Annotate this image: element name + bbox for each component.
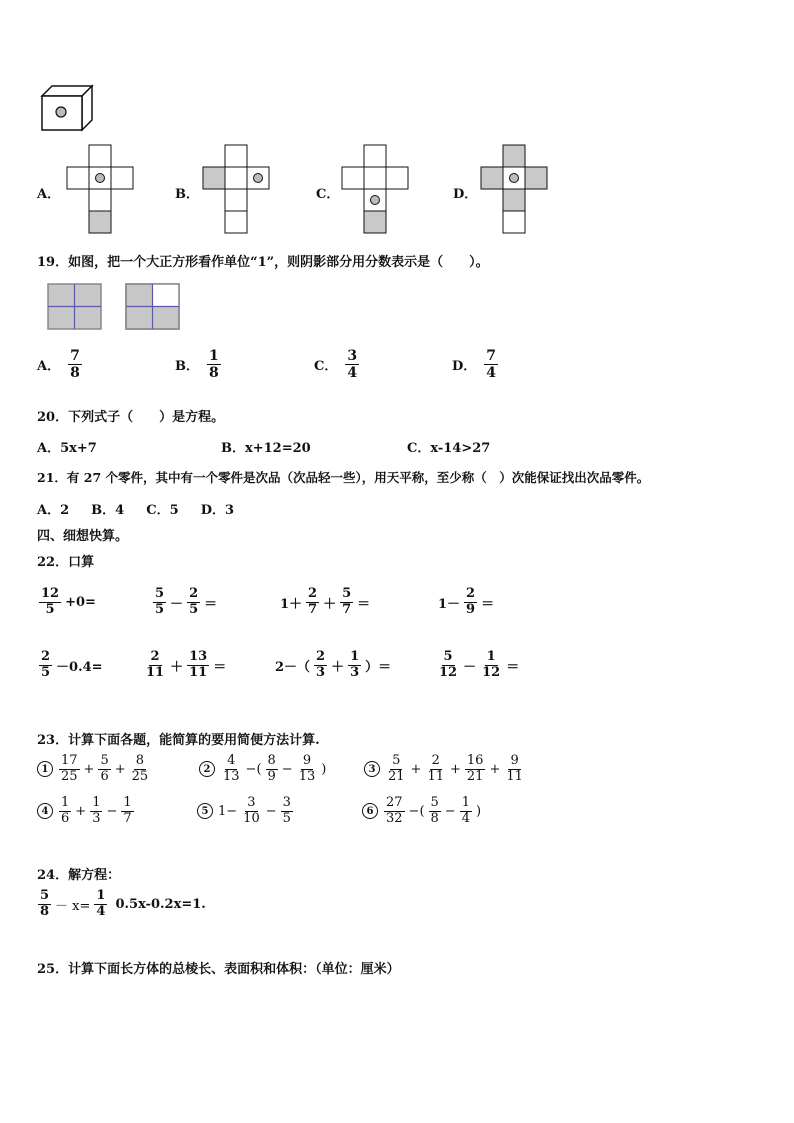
- fraction: $\frac{2}{11}$: [146, 649, 165, 680]
- equation-1[interactable]: $\frac{5}{8}$ － x= $\frac{1}{4}$ 0.5x-0.2x=1.: [40, 888, 206, 919]
- q20-option-b[interactable]: B．x+12=20: [221, 441, 311, 456]
- q22-question: 22．口算: [37, 555, 95, 570]
- q23-question: 23．计算下面各题，能简算的要用简便方法计算.: [37, 733, 320, 748]
- fraction: $\frac{8}{25}$: [131, 753, 149, 784]
- fraction: $\frac{2}{5}$: [189, 586, 199, 617]
- q19-question: 19．如图，把一个大正方形看作单位“1”，则阴影部分用分数表示是（ ）。: [37, 255, 489, 270]
- fraction: $\frac{7}{8}$: [70, 348, 80, 382]
- oral-calc-item[interactable]: $\frac{2}{5}$ －0.4=: [41, 649, 103, 680]
- fraction: $\frac{9}{11}$: [506, 753, 523, 784]
- fraction: $\frac{17}{25}$: [61, 753, 78, 784]
- item-number-badge: 2: [199, 761, 215, 777]
- q19-square-partial: [125, 283, 181, 331]
- q19-option-a[interactable]: [37, 348, 83, 381]
- item-number-badge: 1: [37, 761, 53, 777]
- calc-item-1[interactable]: 1 $\frac{17}{25}$ + $\frac{5}{6}$ + $\frac{8}{25}$: [37, 754, 151, 785]
- calc-item-3[interactable]: 3 $\frac{5}{21}$ + $\frac{2}{11}$ + $\frac{16}{21}$ + $\frac{9}{11}$: [364, 754, 526, 785]
- fraction: $\frac{1}{6}$: [61, 795, 70, 826]
- fraction: $\frac{12}{5}$: [41, 586, 60, 617]
- fraction: $\frac{3}{5}$: [282, 795, 291, 826]
- q19-option-d[interactable]: [452, 348, 499, 381]
- fraction: $\frac{27}{32}$: [386, 795, 403, 826]
- q25-question: 25．计算下面长方体的总棱长、表面积和体积：（单位：厘米）: [37, 962, 400, 977]
- q19-option-b-label: B．: [175, 359, 199, 375]
- fraction: $\frac{7}{4}$: [486, 348, 497, 382]
- q20-question: 20．下列式子（ ）是方程。: [37, 410, 225, 425]
- q18-option-c-label[interactable]: C．: [316, 187, 340, 202]
- fraction: $\frac{16}{21}$: [466, 753, 484, 784]
- fraction: $\frac{2}{5}$: [41, 649, 51, 680]
- q19-square-full: [47, 283, 103, 331]
- q24-question: 24．解方程：: [37, 868, 121, 883]
- q21-question: 21．有 27 个零件，其中有一个零件是次品（次品轻一些），用天平称，至少称（ ）次能保证找出次品零件。: [37, 470, 650, 485]
- fraction: $\frac{3}{10}$: [243, 795, 260, 826]
- cube-figure: [38, 84, 94, 132]
- q18-option-b-label[interactable]: B．: [175, 187, 199, 202]
- oral-calc-item[interactable]: 2－（ $\frac{2}{3}$ ＋ $\frac{1}{3}$ ）＝: [275, 649, 392, 680]
- fraction: $\frac{5}{8}$: [40, 888, 50, 919]
- fraction: $\frac{1}{8}$: [209, 348, 219, 382]
- fraction: $\frac{2}{7}$: [308, 586, 318, 617]
- item-number-badge: 3: [364, 761, 380, 777]
- calc-item-4[interactable]: 4 $\frac{1}{6}$ + $\frac{1}{3}$ − $\frac{1}{7}$: [37, 796, 135, 827]
- fraction: $\frac{13}{11}$: [189, 649, 208, 680]
- item-number-badge: 4: [37, 803, 53, 819]
- fraction: $\frac{2}{9}$: [466, 586, 476, 617]
- fraction: $\frac{1}{4}$: [461, 795, 470, 826]
- calc-item-6[interactable]: 6 $\frac{27}{32}$ −( $\frac{5}{8}$ − $\frac{1}{4}$ ): [362, 796, 481, 827]
- fraction: $\frac{9}{13}$: [298, 753, 316, 784]
- calc-item-5[interactable]: 5 1− $\frac{3}{10}$ − $\frac{3}{5}$: [197, 796, 294, 827]
- oral-calc-item[interactable]: 1＋ $\frac{2}{7}$ ＋ $\frac{5}{7}$ ＝: [280, 586, 371, 617]
- q19-option-a-label: A．: [37, 359, 61, 375]
- fraction: $\frac{1}{4}$: [96, 888, 106, 919]
- q19-option-d-label: D．: [452, 359, 477, 375]
- equation-2[interactable]: 0.5x-0.2x=1.: [115, 896, 206, 912]
- fraction: $\frac{1}{7}$: [123, 795, 132, 826]
- fraction: $\frac{3}{4}$: [347, 348, 358, 382]
- q19-option-c[interactable]: [314, 348, 360, 381]
- q18-option-a-label[interactable]: A．: [37, 187, 61, 202]
- fraction: $\frac{2}{11}$: [427, 753, 444, 784]
- fraction: $\frac{4}{13}$: [223, 753, 240, 784]
- q18-net-d[interactable]: [479, 143, 551, 237]
- q19-option-b[interactable]: [175, 348, 222, 381]
- calc-item-2[interactable]: 2 $\frac{4}{13}$ −( $\frac{8}{9}$ − $\frac{9}{13}$ ): [199, 754, 326, 785]
- fraction: $\frac{5}{12}$: [439, 649, 458, 680]
- fraction: $\frac{8}{9}$: [267, 753, 276, 784]
- section-heading: 四、细想快算。: [37, 529, 129, 544]
- fraction: $\frac{5}{8}$: [430, 795, 439, 826]
- item-number-badge: 5: [197, 803, 213, 819]
- q19-option-c-label: C．: [314, 359, 338, 375]
- fraction: $\frac{5}{5}$: [155, 586, 165, 617]
- oral-calc-item[interactable]: $\frac{5}{5}$ － $\frac{2}{5}$ ＝: [155, 586, 218, 617]
- fraction: $\frac{5}{6}$: [100, 753, 109, 784]
- fraction: $\frac{2}{3}$: [316, 649, 326, 680]
- fraction: $\frac{1}{3}$: [92, 795, 101, 826]
- q18-net-b[interactable]: [201, 143, 273, 237]
- fraction: $\frac{1}{12}$: [482, 649, 501, 680]
- oral-calc-item[interactable]: $\frac{2}{11}$ ＋ $\frac{13}{11}$ ＝: [146, 649, 227, 680]
- q20-option-a[interactable]: A．5x+7: [37, 441, 97, 456]
- oral-calc-item[interactable]: 1－ $\frac{2}{9}$ ＝: [438, 586, 495, 617]
- q20-option-c[interactable]: C．x-14>27: [407, 441, 491, 456]
- q21-options[interactable]: A．2 B．4 C．5 D．3: [37, 503, 235, 518]
- q18-net-a[interactable]: [65, 143, 137, 237]
- fraction: $\frac{5}{7}$: [342, 586, 352, 617]
- q18-net-c[interactable]: [340, 143, 412, 237]
- fraction: $\frac{5}{21}$: [388, 753, 405, 784]
- oral-calc-item[interactable]: $\frac{12}{5}$ +0=: [41, 586, 96, 617]
- q18-option-d-label[interactable]: D．: [453, 187, 478, 202]
- oral-calc-item[interactable]: $\frac{5}{12}$ － $\frac{1}{12}$ ＝: [439, 649, 520, 680]
- fraction: $\frac{1}{3}$: [350, 649, 360, 680]
- item-number-badge: 6: [362, 803, 378, 819]
